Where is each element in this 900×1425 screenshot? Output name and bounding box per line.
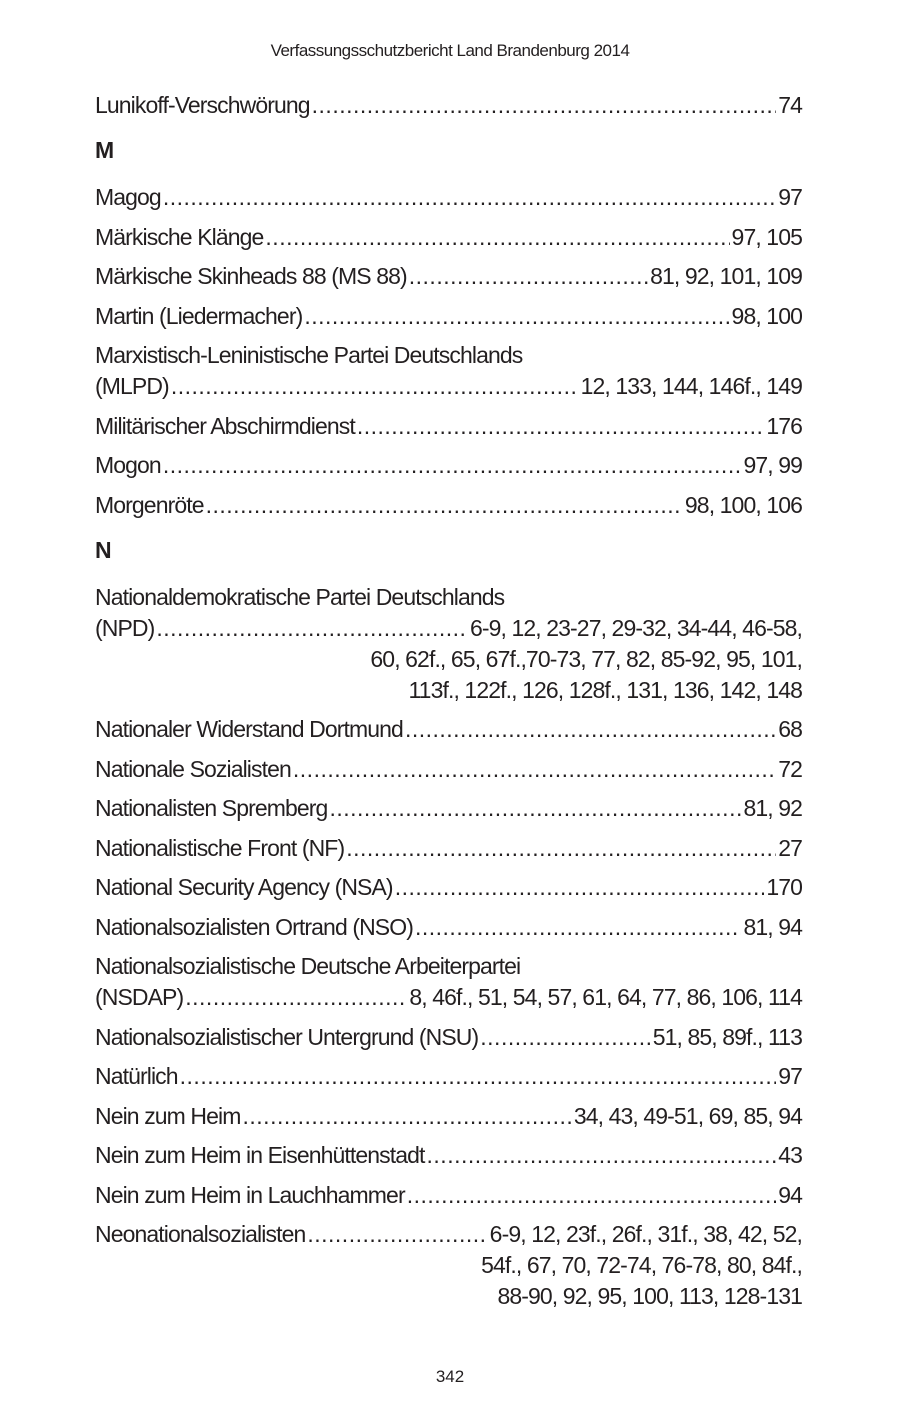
entry-main-line (95, 833, 802, 864)
dot-leader (171, 371, 579, 402)
dot-leader (206, 490, 683, 521)
entry-term: Natürlich (95, 1063, 178, 1089)
index-entry (95, 1180, 802, 1211)
index-entry (95, 450, 802, 481)
entry-pages: 6-9, 12, 23-27, 29-32, 34-44, 46-58, (469, 614, 802, 641)
entry-pages: 6-9, 12, 23f., 26f., 31f., 38, 42, 52, (489, 1221, 802, 1247)
dot-leader (304, 301, 729, 332)
index-entry (95, 261, 802, 292)
entry-pages: 170 (766, 874, 802, 900)
entry-term: Nationalisten Spremberg (95, 795, 328, 821)
entry-term: Martin (Liedermacher) (95, 302, 303, 329)
dot-leader (346, 833, 776, 864)
index-entry (95, 411, 802, 442)
dot-leader (293, 754, 776, 785)
entry-pages: 68 (778, 716, 802, 742)
entry-term: Märkische Skinheads 88 (MS 88) (95, 263, 407, 289)
entry-term: Mogon (95, 452, 161, 478)
entry-main-line (95, 613, 802, 644)
index-entry (95, 490, 802, 521)
entry-term: Militärischer Abschirmdienst (95, 412, 355, 439)
entry-pages: 81, 92 (743, 795, 802, 821)
index-entry (95, 1022, 802, 1053)
entry-term-line: Marxistisch-Leninistische Partei Deutschlands (95, 342, 523, 368)
index-entry (95, 90, 802, 121)
entry-pages: 176 (766, 412, 802, 439)
entry-main-line (95, 1219, 802, 1250)
index-entry (95, 582, 802, 706)
entry-main-line (95, 371, 802, 402)
entry-pages: 81, 92, 101, 109 (650, 263, 802, 289)
entry-term: Nationalsozialisten Ortrand (NSO) (95, 913, 413, 940)
section-letter: N (95, 536, 111, 563)
index-entry (95, 1140, 802, 1171)
entry-term: Nein zum Heim in Lauchhammer (95, 1181, 405, 1208)
entry-main-line (95, 490, 802, 521)
index-entry (95, 714, 802, 745)
section-letter: M (95, 137, 114, 163)
index-entry (95, 182, 802, 213)
entry-term: Nationalistische Front (NF) (95, 834, 345, 861)
index-entry (95, 951, 802, 1013)
entry-main-line (95, 222, 802, 253)
entry-main-line (95, 872, 802, 903)
dot-leader (185, 982, 407, 1013)
dot-leader (156, 613, 468, 644)
entry-main-line (95, 411, 802, 442)
entry-main-line (95, 912, 802, 943)
entry-term: Neonationalsozialisten (95, 1221, 306, 1247)
entry-pages: 98, 100, 106 (684, 491, 802, 518)
entry-pages-continued: 54f., 67, 70, 72-74, 76-78, 80, 84f., (481, 1252, 802, 1278)
entry-term: Lunikoff-Verschwörung (95, 92, 310, 118)
dot-leader (415, 912, 741, 943)
dot-leader (329, 793, 741, 824)
entry-term: Märkische Klänge (95, 223, 264, 250)
entry-main-line (95, 714, 802, 745)
index-entry (95, 754, 802, 785)
entry-main-line (95, 982, 802, 1013)
dot-leader (357, 411, 764, 442)
entry-pages: 43 (778, 1142, 802, 1168)
entry-term: Nationalsozialistischer Untergrund (NSU) (95, 1023, 479, 1050)
entry-pages-continued: 88-90, 92, 95, 100, 113, 128-131 (497, 1283, 802, 1309)
entry-term: (NSDAP) (95, 984, 184, 1010)
entry-pages: 74 (778, 92, 802, 118)
entry-main-line (95, 754, 802, 785)
entry-pages: 8, 46f., 51, 54, 57, 61, 64, 77, 86, 106, 114 (409, 984, 802, 1010)
dot-leader (395, 872, 765, 903)
index-entry (95, 793, 802, 824)
entry-main-line (95, 261, 802, 292)
index-entry (95, 1061, 802, 1092)
entry-pages: 27 (778, 834, 802, 861)
entry-pages: 94 (778, 1181, 802, 1208)
entry-term: Nein zum Heim (95, 1102, 241, 1129)
entry-term: Nationale Sozialisten (95, 755, 291, 782)
entry-pages: 97 (778, 184, 802, 210)
entry-pages: 72 (778, 755, 802, 782)
index-entry (95, 301, 802, 332)
index-entry (95, 1101, 802, 1132)
entry-main-line (95, 1061, 802, 1092)
index-entry (95, 912, 802, 943)
dot-leader (427, 1140, 777, 1171)
entry-pages: 12, 133, 144, 146f., 149 (580, 373, 802, 399)
entry-term: National Security Agency (NSA) (95, 874, 393, 900)
entry-pages: 97, 105 (731, 223, 802, 250)
index-entry (95, 222, 802, 253)
dot-leader (180, 1061, 777, 1092)
entry-pages: 51, 85, 89f., 113 (652, 1023, 802, 1050)
index-list (95, 90, 802, 1321)
dot-leader (163, 450, 742, 481)
entry-term-line: Nationalsozialistische Deutsche Arbeiterpartei (95, 953, 521, 979)
entry-pages: 81, 94 (743, 913, 802, 940)
entry-term-line: Nationaldemokratische Partei Deutschlands (95, 583, 505, 610)
entry-pages: 97, 99 (743, 452, 802, 478)
dot-leader (307, 1219, 487, 1250)
entry-main-line (95, 90, 802, 121)
entry-main-line (95, 450, 802, 481)
entry-pages-continued: 113f., 122f., 126, 128f., 131, 136, 142, 148 (408, 676, 802, 703)
dot-leader (163, 182, 776, 213)
entry-pages: 98, 100 (731, 302, 802, 329)
entry-main-line (95, 1022, 802, 1053)
entry-pages: 97 (778, 1063, 802, 1089)
entry-main-line (95, 1101, 802, 1132)
dot-leader (243, 1101, 572, 1132)
dot-leader (407, 1180, 776, 1211)
dot-leader (312, 90, 777, 121)
running-header: Verfassungsschutzbericht Land Brandenburg 2014 (270, 41, 630, 60)
entry-term: Morgenröte (95, 491, 204, 518)
entry-term: Magog (95, 184, 161, 210)
entry-term: (MLPD) (95, 373, 169, 399)
entry-main-line (95, 1180, 802, 1211)
dot-leader (405, 714, 776, 745)
index-entry (95, 833, 802, 864)
dot-leader (409, 261, 648, 292)
entry-main-line (95, 1140, 802, 1171)
entry-pages: 34, 43, 49-51, 69, 85, 94 (573, 1102, 802, 1129)
entry-term: Nein zum Heim in Eisenhüttenstadt (95, 1142, 425, 1168)
index-entry (95, 340, 802, 402)
dot-leader (480, 1022, 650, 1053)
dot-leader (265, 222, 729, 253)
index-entry (95, 872, 802, 903)
entry-main-line (95, 301, 802, 332)
entry-term: (NPD) (95, 614, 155, 641)
index-entry (95, 1219, 802, 1312)
entry-pages-continued: 60, 62f., 65, 67f.,70-73, 77, 82, 85-92, 95, 101, (370, 645, 802, 672)
entry-term: Nationaler Widerstand Dortmund (95, 716, 403, 742)
entry-main-line (95, 793, 802, 824)
page-number: 342 (435, 1367, 465, 1386)
entry-main-line (95, 182, 802, 213)
